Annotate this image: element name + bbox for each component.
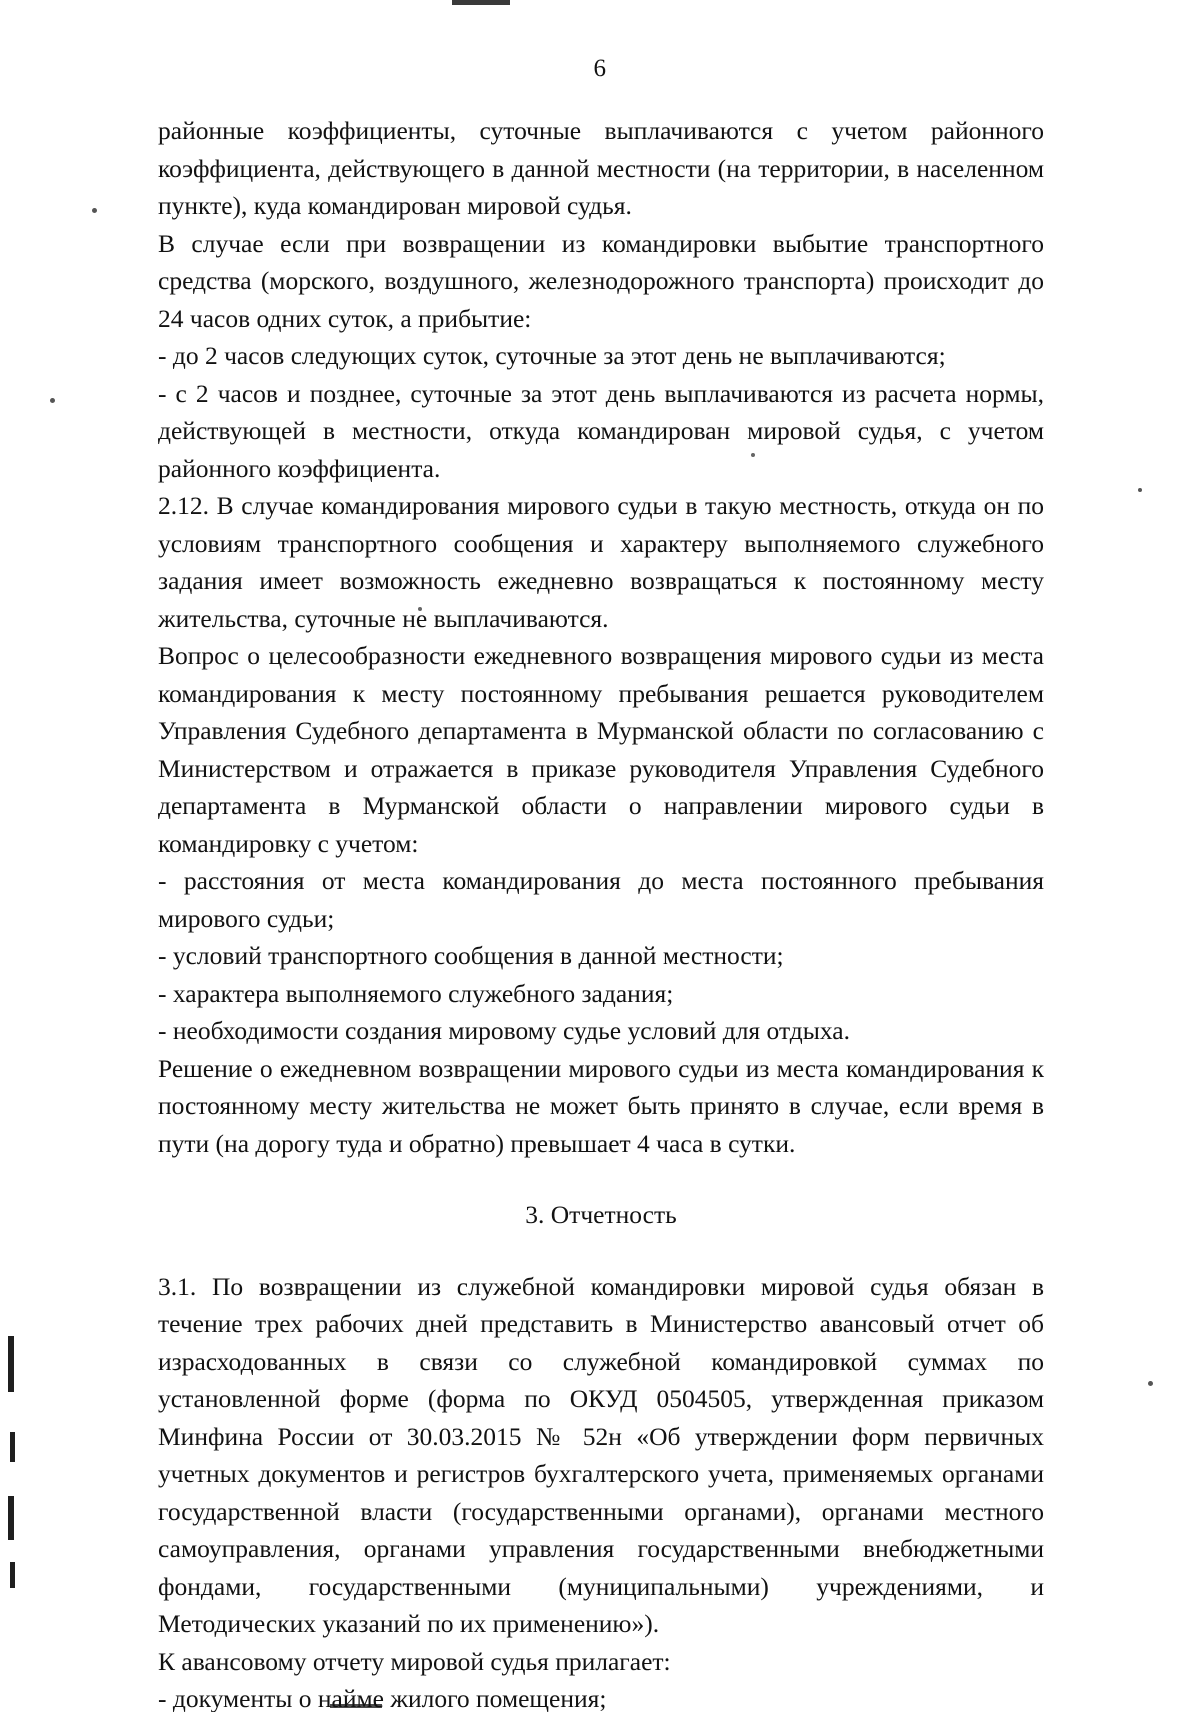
body-paragraph: - характера выполняемого служебного задания;	[158, 978, 674, 1008]
scan-speck	[92, 208, 97, 213]
section-heading: 3. Отчетность	[525, 1200, 677, 1229]
document-body	[158, 112, 1044, 1712]
body-paragraph: - расстояния от места командирования до места постоянного пребывания мирового судьи;	[158, 866, 1044, 933]
scan-artifact-top	[452, 0, 510, 5]
scan-speck	[50, 398, 55, 403]
scan-artifact-left-edge	[8, 1336, 14, 1392]
body-paragraph: - условий транспортного сообщения в данной местности;	[158, 941, 784, 970]
scan-artifact-left-edge	[10, 1562, 15, 1588]
body-paragraph: районные коэффициенты, суточные выплачиваются с учетом районного коэффициента, действующего в данной местности (на территории, в населенном пункте), куда командирован мировой судья.	[158, 116, 1044, 220]
scan-speck	[1138, 488, 1142, 492]
body-paragraph: 3.1. По возвращении из служебной командировки мировой судья обязан в течение трех рабочих дней представить в Министерство авансовый отчет об израсходованных в связи со служебной командировкой суммах по установленной форме (форма по ОКУД 0504505, утвержденная приказом Минфина России от 30.03.2015 № 52н «Об утверждении форм первичных учетных документов и регистров бухгалтерского учета, применяемых органами государственной власти (государственными органами), органами местного самоуправления, органами управления государственными внебюджетными фондами, государственными (муниципальными) учреждениями, и Методических указаний по их применению»).	[158, 1271, 1044, 1638]
body-paragraph: Решение о ежедневном возвращении мирового судьи из места командирования к постоянному месту жительства не может быть принято в случае, если время в пути (на дорогу туда и обратно) превышает 4 часа в сутки.	[158, 1053, 1044, 1158]
body-paragraph: Вопрос о целесообразности ежедневного возвращения мирового судьи из места командирования к месту постоянному пребывания решается руководителем Управления Судебного департамента в Мурманской области по согласованию с Министерством и отражается в приказе руководителя Управления Судебного департамента в Мурманской области о направлении мирового судьи в командировку с учетом:	[158, 641, 1044, 858]
body-paragraph: - документы о найме жилого помещения;	[158, 1684, 607, 1712]
body-paragraph: - необходимости создания мировому судье условий для отдыха.	[158, 1016, 850, 1045]
scan-artifact-left-edge	[8, 1496, 14, 1540]
scan-speck	[1148, 1381, 1153, 1386]
body-paragraph: 2.12. В случае командирования мирового судьи в такую местность, откуда он по условиям транспортного сообщения и характеру выполняемого служебного задания имеет возможность ежедневно возвращаться к постоянному месту жительства, суточные не выплачиваются.	[158, 491, 1044, 633]
body-paragraph: - с 2 часов и позднее, суточные за этот день выплачиваются из расчета нормы, действующей в местности, откуда командирован мировой судья, с учетом районного коэффициента.	[158, 378, 1044, 483]
scan-artifact-left-edge	[10, 1432, 15, 1462]
page-number: 6	[593, 55, 607, 82]
body-paragraph: - до 2 часов следующих суток, суточные за этот день не выплачиваются;	[158, 341, 946, 370]
body-paragraph: В случае если при возвращении из командировки выбытие транспортного средства (морского, воздушного, железнодорожного транспорта) происходит до 24 часов одних суток, а прибытие:	[158, 228, 1044, 333]
body-paragraph: К авансовому отчету мировой судья прилагает:	[158, 1646, 671, 1676]
